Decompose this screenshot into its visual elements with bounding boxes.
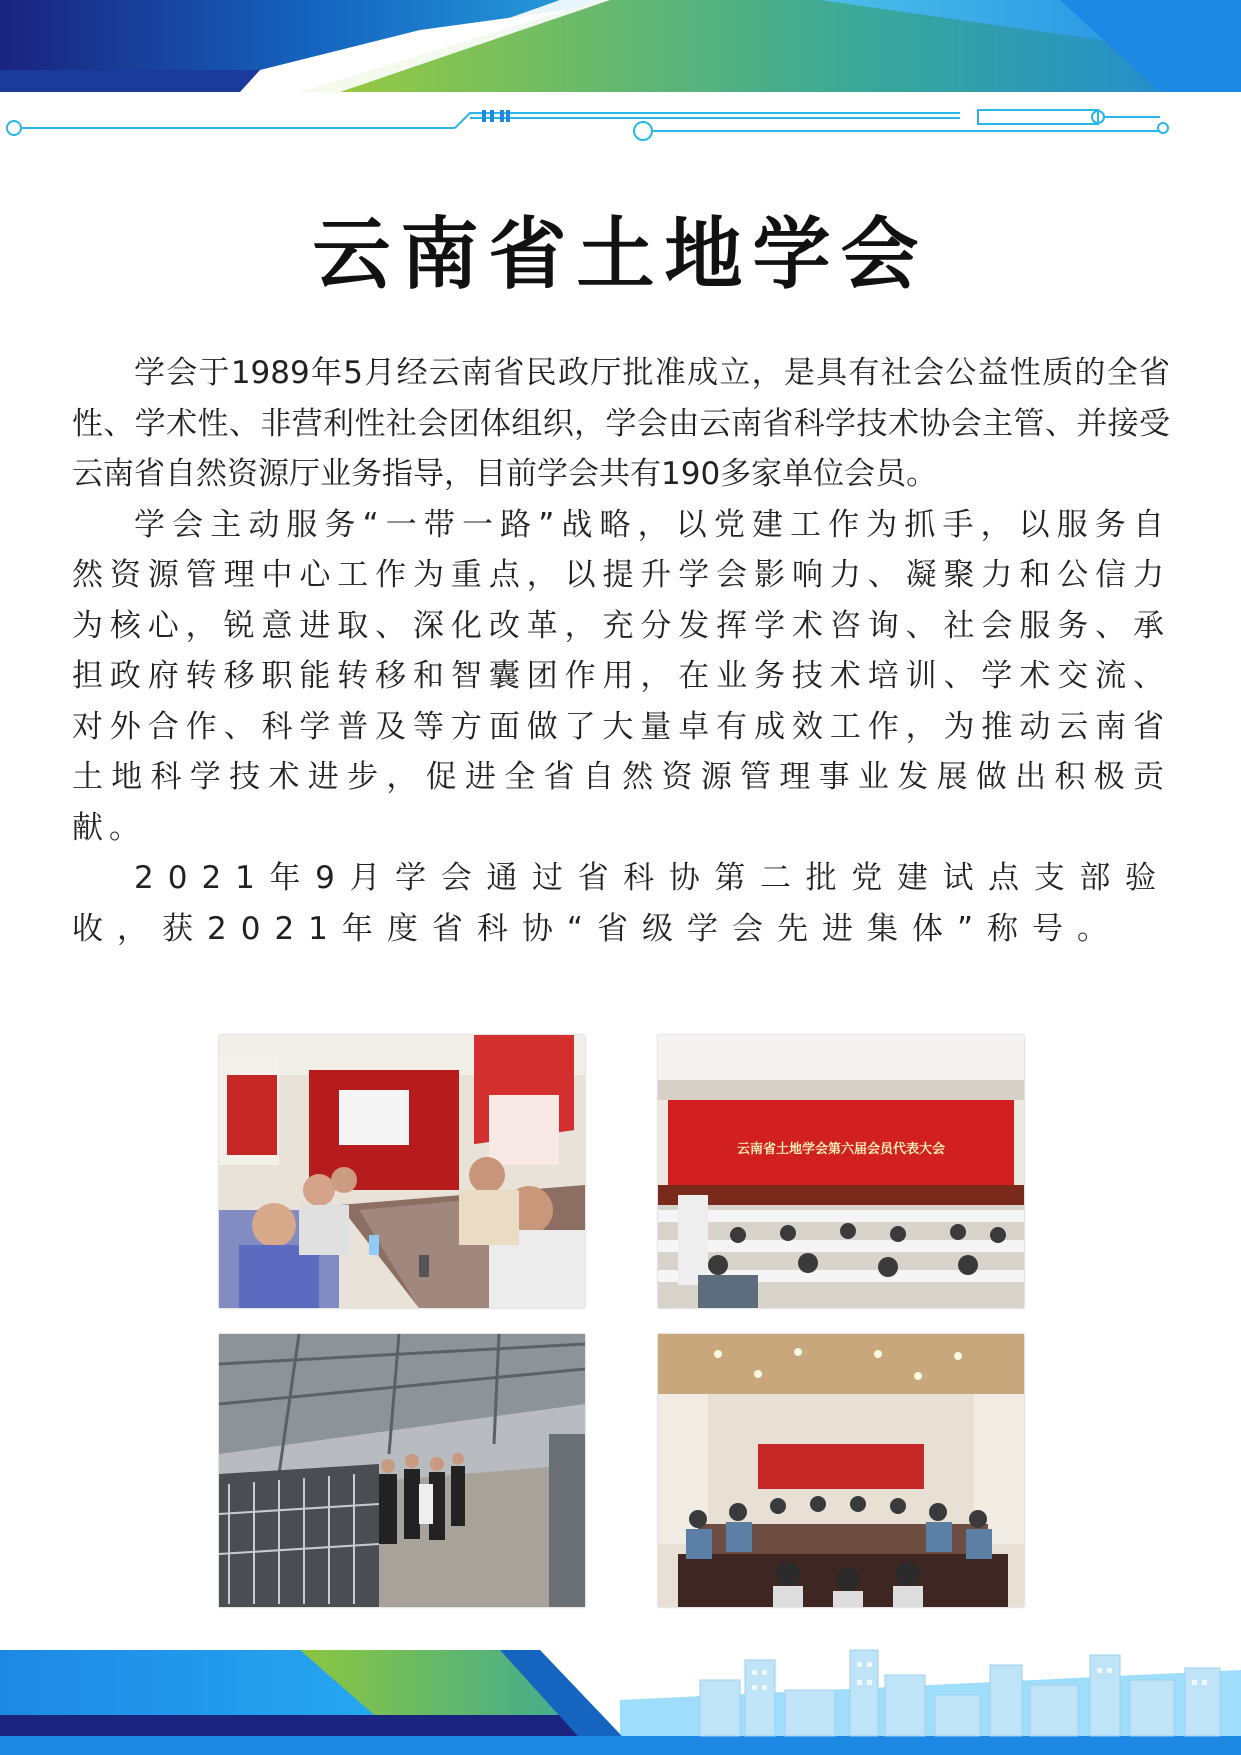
header-decoration: [0, 0, 1241, 150]
footer-decoration: [0, 1640, 1241, 1755]
paragraph-1: 学会于1989年5月经云南省民政厅批准成立，是具有社会公益性质的全省性、学术性、非营利性社会团体组织，学会由云南省科学技术协会主管、并接受云南省自然资源厅业务指导，目前学会共有190多家单位会员。: [72, 355, 1170, 492]
paragraph-2: 学会主动服务“一带一路”战略，以党建工作为抓手，以服务自然资源管理中心工作为重点，以提升学会影响力、凝聚力和公信力为核心，锐意进取、深化改革，充分发挥学术咨询、社会服务、承担政府转移职能转移和智囊团作用，在业务技术培训、学术交流、对外合作、科学普及等方面做了大量卓有成效工作，为推动云南省土地科学技术进步，促进全省自然资源管理事业发展做出积极贡献。: [72, 506, 1170, 846]
congress-banner-text: 云南省土地学会第六届会员代表大会: [736, 1142, 945, 1157]
photo-member-congress: [658, 1035, 1024, 1308]
page-title: 云南省土地学会: [312, 210, 929, 300]
photo-meeting-room: [219, 1035, 585, 1308]
photo-roundtable-meeting: [658, 1334, 1024, 1607]
paragraph-3: 2021年9月学会通过省科协第二批党建试点支部验收，获2021年度省科协“省级学会先进集体”称号。: [72, 860, 1170, 947]
intro-text: [72, 348, 1170, 954]
photo-factory-visit: [219, 1334, 585, 1607]
